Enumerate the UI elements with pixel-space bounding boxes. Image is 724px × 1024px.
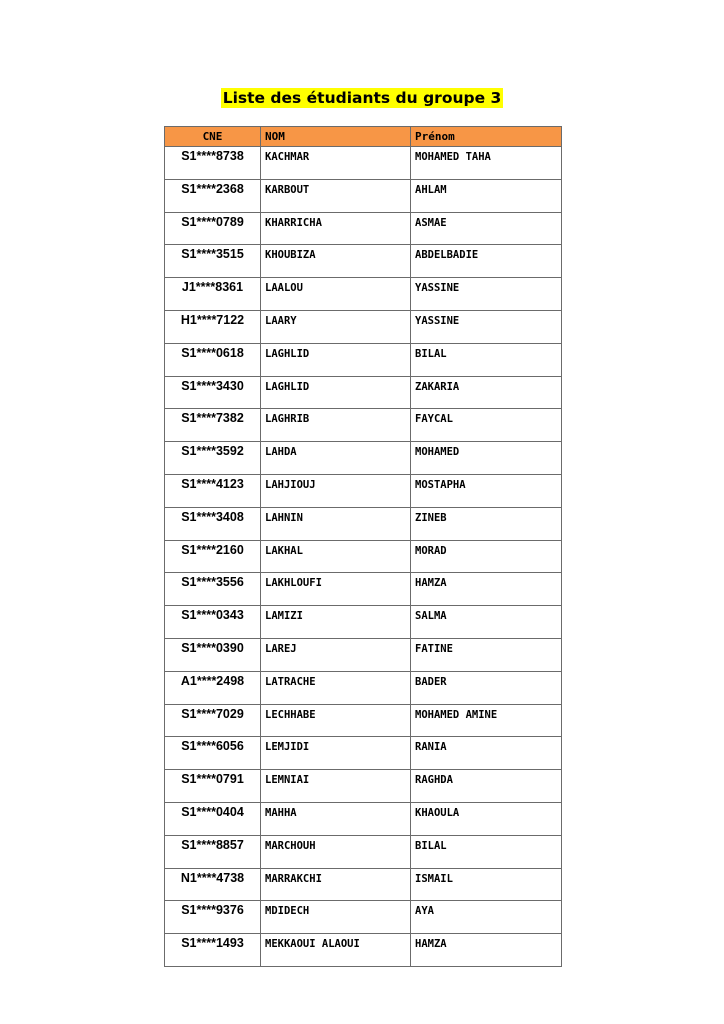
prenom-cell: MOHAMED: [411, 442, 562, 475]
cne-cell: S1****2368: [165, 179, 261, 212]
page-title: Liste des étudiants du groupe 3: [222, 89, 502, 107]
table-body: [165, 147, 562, 967]
prenom-cell: AHLAM: [411, 179, 562, 212]
table-row: [165, 343, 562, 376]
table-row: [165, 638, 562, 671]
table-row: [165, 442, 562, 475]
cne-cell: A1****2498: [165, 671, 261, 704]
nom-cell: MARCHOUH: [261, 835, 411, 868]
table-row: [165, 278, 562, 311]
cne-cell: S1****8857: [165, 835, 261, 868]
nom-cell: LATRACHE: [261, 671, 411, 704]
table-row: [165, 606, 562, 639]
prenom-cell: SALMA: [411, 606, 562, 639]
table-row: [165, 212, 562, 245]
table-row: [165, 868, 562, 901]
table-row: [165, 671, 562, 704]
prenom-cell: KHAOULA: [411, 802, 562, 835]
cne-cell: H1****7122: [165, 310, 261, 343]
nom-cell: LAGHRIB: [261, 409, 411, 442]
nom-cell: LAHDA: [261, 442, 411, 475]
cne-cell: S1****6056: [165, 737, 261, 770]
prenom-cell: YASSINE: [411, 310, 562, 343]
cne-cell: S1****9376: [165, 901, 261, 934]
prenom-cell: BILAL: [411, 343, 562, 376]
students-table: [164, 126, 562, 967]
prenom-cell: ZINEB: [411, 507, 562, 540]
prenom-cell: RAGHDA: [411, 770, 562, 803]
nom-cell: LAMIZI: [261, 606, 411, 639]
prenom-cell: HAMZA: [411, 934, 562, 967]
nom-cell: KARBOUT: [261, 179, 411, 212]
nom-cell: LEMNIAI: [261, 770, 411, 803]
prenom-cell: MOHAMED TAHA: [411, 147, 562, 180]
table-row: [165, 704, 562, 737]
table-row: [165, 245, 562, 278]
prenom-cell: MORAD: [411, 540, 562, 573]
nom-cell: LAHJIOUJ: [261, 474, 411, 507]
table-row: [165, 507, 562, 540]
header-prenom: Prénom: [411, 127, 562, 147]
table-row: [165, 310, 562, 343]
nom-cell: MEKKAOUI ALAOUI: [261, 934, 411, 967]
nom-cell: LAKHAL: [261, 540, 411, 573]
table-header-row: [165, 127, 562, 147]
cne-cell: S1****3515: [165, 245, 261, 278]
nom-cell: LEMJIDI: [261, 737, 411, 770]
prenom-cell: HAMZA: [411, 573, 562, 606]
nom-cell: MAHHA: [261, 802, 411, 835]
nom-cell: KHARRICHA: [261, 212, 411, 245]
cne-cell: S1****0791: [165, 770, 261, 803]
table-row: [165, 770, 562, 803]
nom-cell: KHOUBIZA: [261, 245, 411, 278]
cne-cell: S1****3556: [165, 573, 261, 606]
table-row: [165, 737, 562, 770]
title-wrapper: [0, 88, 724, 108]
nom-cell: LAALOU: [261, 278, 411, 311]
table-row: [165, 802, 562, 835]
table-row: [165, 409, 562, 442]
prenom-cell: MOHAMED AMINE: [411, 704, 562, 737]
prenom-cell: ISMAIL: [411, 868, 562, 901]
prenom-cell: YASSINE: [411, 278, 562, 311]
cne-cell: S1****7382: [165, 409, 261, 442]
nom-cell: LAKHLOUFI: [261, 573, 411, 606]
cne-cell: S1****4123: [165, 474, 261, 507]
nom-cell: LAGHLID: [261, 343, 411, 376]
prenom-cell: ABDELBADIE: [411, 245, 562, 278]
prenom-cell: BILAL: [411, 835, 562, 868]
table-row: [165, 540, 562, 573]
cne-cell: S1****0618: [165, 343, 261, 376]
cne-cell: S1****0404: [165, 802, 261, 835]
cne-cell: S1****0343: [165, 606, 261, 639]
table-row: [165, 901, 562, 934]
cne-cell: S1****3430: [165, 376, 261, 409]
cne-cell: S1****2160: [165, 540, 261, 573]
nom-cell: LAHNIN: [261, 507, 411, 540]
table-row: [165, 474, 562, 507]
cne-cell: S1****1493: [165, 934, 261, 967]
prenom-cell: AYA: [411, 901, 562, 934]
prenom-cell: MOSTAPHA: [411, 474, 562, 507]
nom-cell: MDIDECH: [261, 901, 411, 934]
nom-cell: LAARY: [261, 310, 411, 343]
cne-cell: S1****0789: [165, 212, 261, 245]
prenom-cell: RANIA: [411, 737, 562, 770]
nom-cell: MARRAKCHI: [261, 868, 411, 901]
prenom-cell: BADER: [411, 671, 562, 704]
table-row: [165, 179, 562, 212]
table-row: [165, 934, 562, 967]
prenom-cell: ZAKARIA: [411, 376, 562, 409]
cne-cell: S1****3592: [165, 442, 261, 475]
prenom-cell: ASMAE: [411, 212, 562, 245]
header-nom: NOM: [261, 127, 411, 147]
nom-cell: KACHMAR: [261, 147, 411, 180]
cne-cell: J1****8361: [165, 278, 261, 311]
cne-cell: S1****0390: [165, 638, 261, 671]
prenom-cell: FAYCAL: [411, 409, 562, 442]
table-row: [165, 573, 562, 606]
cne-cell: S1****8738: [165, 147, 261, 180]
table-row: [165, 376, 562, 409]
table-row: [165, 147, 562, 180]
prenom-cell: FATINE: [411, 638, 562, 671]
nom-cell: LECHHABE: [261, 704, 411, 737]
header-cne: CNE: [165, 127, 261, 147]
cne-cell: N1****4738: [165, 868, 261, 901]
cne-cell: S1****7029: [165, 704, 261, 737]
nom-cell: LAGHLID: [261, 376, 411, 409]
cne-cell: S1****3408: [165, 507, 261, 540]
table-row: [165, 835, 562, 868]
nom-cell: LAREJ: [261, 638, 411, 671]
